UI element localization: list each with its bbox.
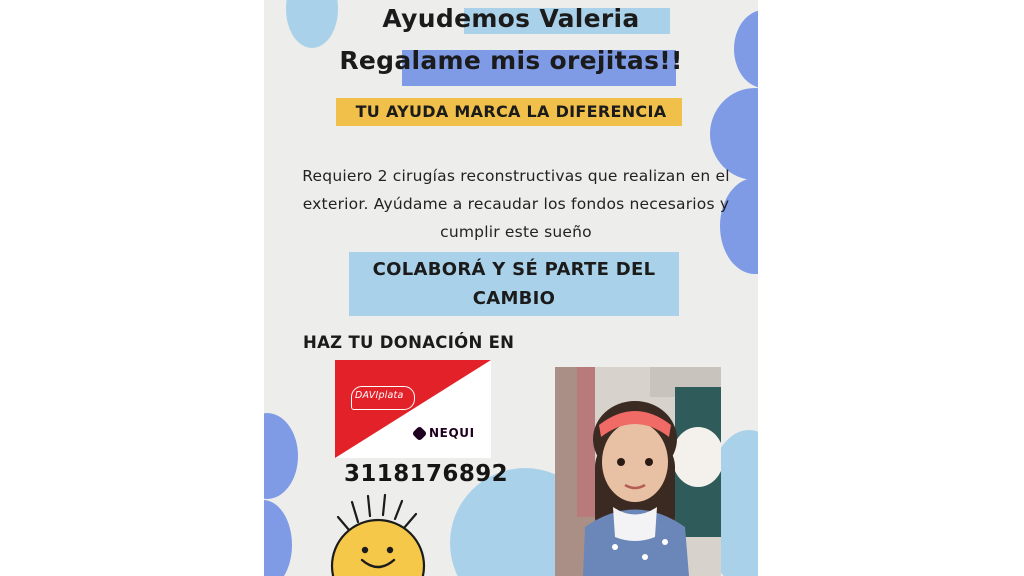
phone-number: 3118176892 [344,461,509,487]
smiling-sun-icon [328,492,428,576]
description-paragraph: Requiero 2 cirugías reconstructivas que realizan en el exterior. Ayúdame a recaudar los fondos necesarios y cumplir este sueño [302,167,730,241]
blob-left-bottom-1 [264,413,298,499]
donate-heading: HAZ TU DONACIÓN EN [303,333,515,352]
collaborate-line-2: CAMBIO [472,288,556,309]
tagline: TU AYUDA MARCA LA DIFERENCIA [355,102,667,121]
payment-methods-card [335,360,491,458]
child-photo [555,367,721,576]
title-line-2: Regalame mis orejitas!! [339,46,683,75]
blob-left-bottom-2 [264,500,292,576]
title-line-1: Ayudemos Valeria [382,4,640,33]
fundraising-poster [264,0,758,576]
daviplata-label: DAVIplata [355,390,404,401]
collaborate-box [349,252,679,316]
collaborate-line-1: COLABORÁ Y SÉ PARTE DEL [372,259,656,280]
nequi-label: NEQUI [429,426,475,440]
